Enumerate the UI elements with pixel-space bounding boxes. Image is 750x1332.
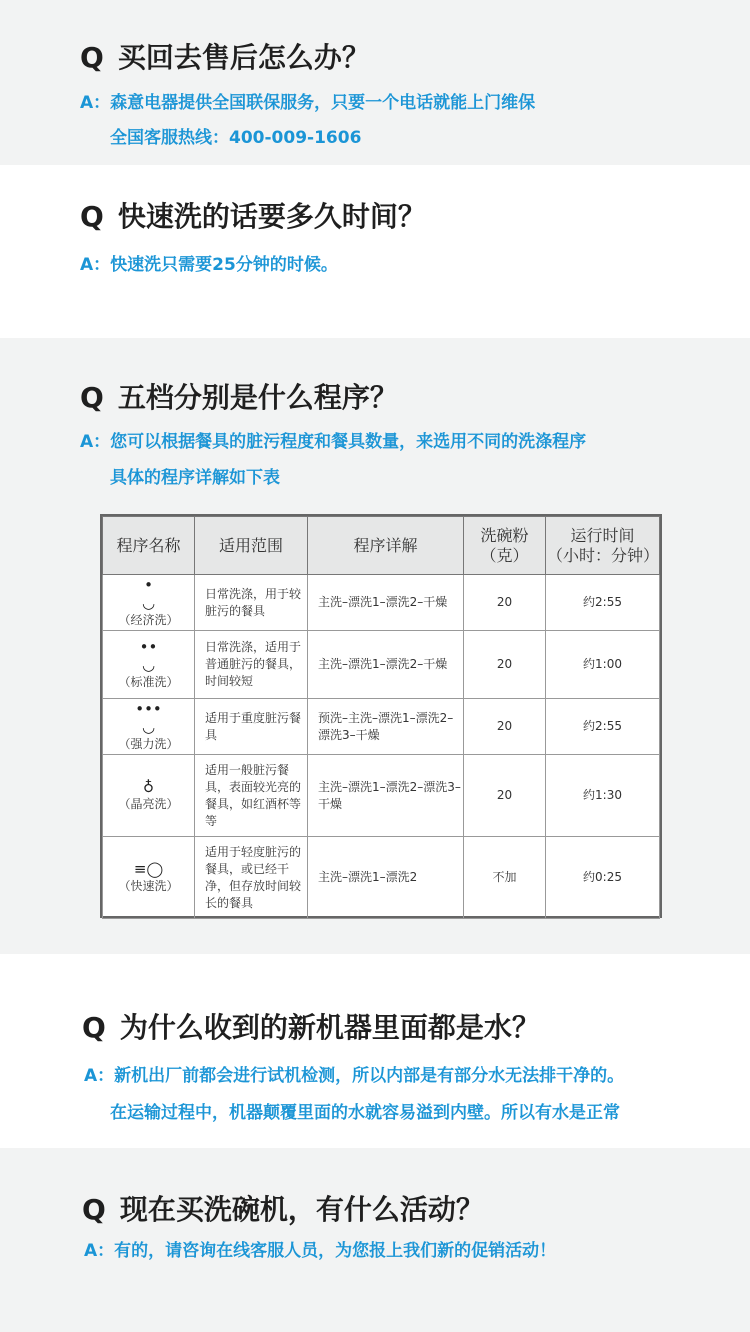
q-label: Q bbox=[82, 1011, 106, 1044]
faq-answer: A：新机出厂前都会进行试机检测，所以内部是有部分水无法排干净的。 bbox=[84, 1066, 625, 1086]
fast-wash-icon: ≡◯ bbox=[133, 860, 164, 878]
time-cell: 约1:30 bbox=[546, 755, 660, 837]
table-row bbox=[103, 575, 660, 631]
detail-cell: 主洗–漂洗1–漂洗2–干燥 bbox=[308, 575, 464, 631]
table-row bbox=[103, 837, 660, 919]
program-cell bbox=[103, 699, 195, 755]
question-text: 现在买洗碗机，有什么活动？ bbox=[119, 1193, 484, 1226]
time-cell: 约2:55 bbox=[546, 575, 660, 631]
scope-cell: 适用于重度脏污餐具 bbox=[195, 699, 308, 755]
faq-answer: A：您可以根据餐具的脏污程度和餐具数量，来选用不同的洗涤程序 bbox=[80, 432, 587, 452]
faq-answer: A：快速洗只需要25分钟的时候。 bbox=[80, 255, 338, 275]
powder-cell: 20 bbox=[464, 699, 546, 755]
faq-section-quick-wash bbox=[0, 165, 750, 338]
faq-section-after-sales bbox=[0, 0, 750, 165]
faq-question bbox=[80, 376, 398, 416]
table-row bbox=[103, 631, 660, 699]
scope-cell: 适用一般脏污餐具，表面较光亮的餐具，如红酒杯等等 bbox=[195, 755, 308, 837]
program-name: （快速洗） bbox=[118, 879, 179, 893]
powder-cell: 20 bbox=[464, 575, 546, 631]
question-text: 为什么收到的新机器里面都是水？ bbox=[119, 1011, 540, 1044]
detail-cell: 主洗–漂洗1–漂洗2–干燥 bbox=[308, 631, 464, 699]
program-name: （标准洗） bbox=[118, 675, 179, 689]
detail-cell: 预洗–主洗–漂洗1–漂洗2–漂洗3–干燥 bbox=[308, 699, 464, 755]
faq-answer-hotline: 全国客服热线：400-009-1606 bbox=[110, 128, 362, 148]
program-cell bbox=[103, 631, 195, 699]
faq-answer: A：有的，请咨询在线客服人员，为您报上我们新的促销活动！ bbox=[84, 1241, 557, 1261]
question-text: 五档分别是什么程序？ bbox=[117, 381, 398, 414]
header-detail: 程序详解 bbox=[308, 517, 464, 575]
header-time: 运行时间 （小时：分钟） bbox=[546, 517, 660, 575]
program-name: （强力洗） bbox=[118, 737, 179, 751]
powder-cell: 不加 bbox=[464, 837, 546, 919]
wine-glass-icon: ♁ bbox=[143, 778, 154, 796]
faq-answer-line2: 具体的程序详解如下表 bbox=[110, 468, 280, 488]
table-header-row bbox=[103, 517, 660, 575]
faq-question bbox=[80, 195, 426, 235]
question-text: 快速洗的话要多久时间？ bbox=[117, 200, 426, 233]
faq-section-water-inside bbox=[0, 954, 750, 1148]
program-cell bbox=[103, 575, 195, 631]
program-cell bbox=[103, 837, 195, 919]
header-powder: 洗碗粉 （克） bbox=[464, 517, 546, 575]
q-label: Q bbox=[80, 200, 104, 233]
q-label: Q bbox=[80, 381, 104, 414]
faq-answer-line2: 在运输过程中，机器颠覆里面的水就容易溢到内壁。所以有水是正常 bbox=[110, 1103, 620, 1123]
two-drops-icon: •• ◡ bbox=[139, 638, 158, 674]
one-drop-icon: • ◡ bbox=[141, 576, 156, 612]
scope-cell: 日常洗涤，适用于普通脏污的餐具，时间较短 bbox=[195, 631, 308, 699]
program-table bbox=[100, 514, 662, 918]
program-cell bbox=[103, 755, 195, 837]
faq-question bbox=[82, 1188, 484, 1228]
table-row bbox=[103, 699, 660, 755]
question-text: 买回去售后怎么办？ bbox=[117, 41, 370, 74]
time-cell: 约1:00 bbox=[546, 631, 660, 699]
scope-cell: 日常洗涤，用于较脏污的餐具 bbox=[195, 575, 308, 631]
faq-question bbox=[82, 1006, 540, 1046]
q-label: Q bbox=[80, 41, 104, 74]
powder-cell: 20 bbox=[464, 631, 546, 699]
detail-cell: 主洗–漂洗1–漂洗2 bbox=[308, 837, 464, 919]
program-name: （经济洗） bbox=[118, 613, 179, 627]
time-cell: 约0:25 bbox=[546, 837, 660, 919]
program-name: （晶亮洗） bbox=[118, 797, 179, 811]
detail-cell: 主洗–漂洗1–漂洗2–漂洗3–干燥 bbox=[308, 755, 464, 837]
faq-question bbox=[80, 36, 370, 76]
scope-cell: 适用于轻度脏污的餐具，或已经干净，但存放时间较长的餐具 bbox=[195, 837, 308, 919]
three-drops-icon: ••• ◡ bbox=[135, 700, 162, 736]
faq-answer: A：森意电器提供全国联保服务，只要一个电话就能上门维保 bbox=[80, 93, 536, 113]
header-program-name: 程序名称 bbox=[103, 517, 195, 575]
powder-cell: 20 bbox=[464, 755, 546, 837]
faq-section-promotion bbox=[0, 1148, 750, 1332]
table-row bbox=[103, 755, 660, 837]
header-scope: 适用范围 bbox=[195, 517, 308, 575]
q-label: Q bbox=[82, 1193, 106, 1226]
time-cell: 约2:55 bbox=[546, 699, 660, 755]
